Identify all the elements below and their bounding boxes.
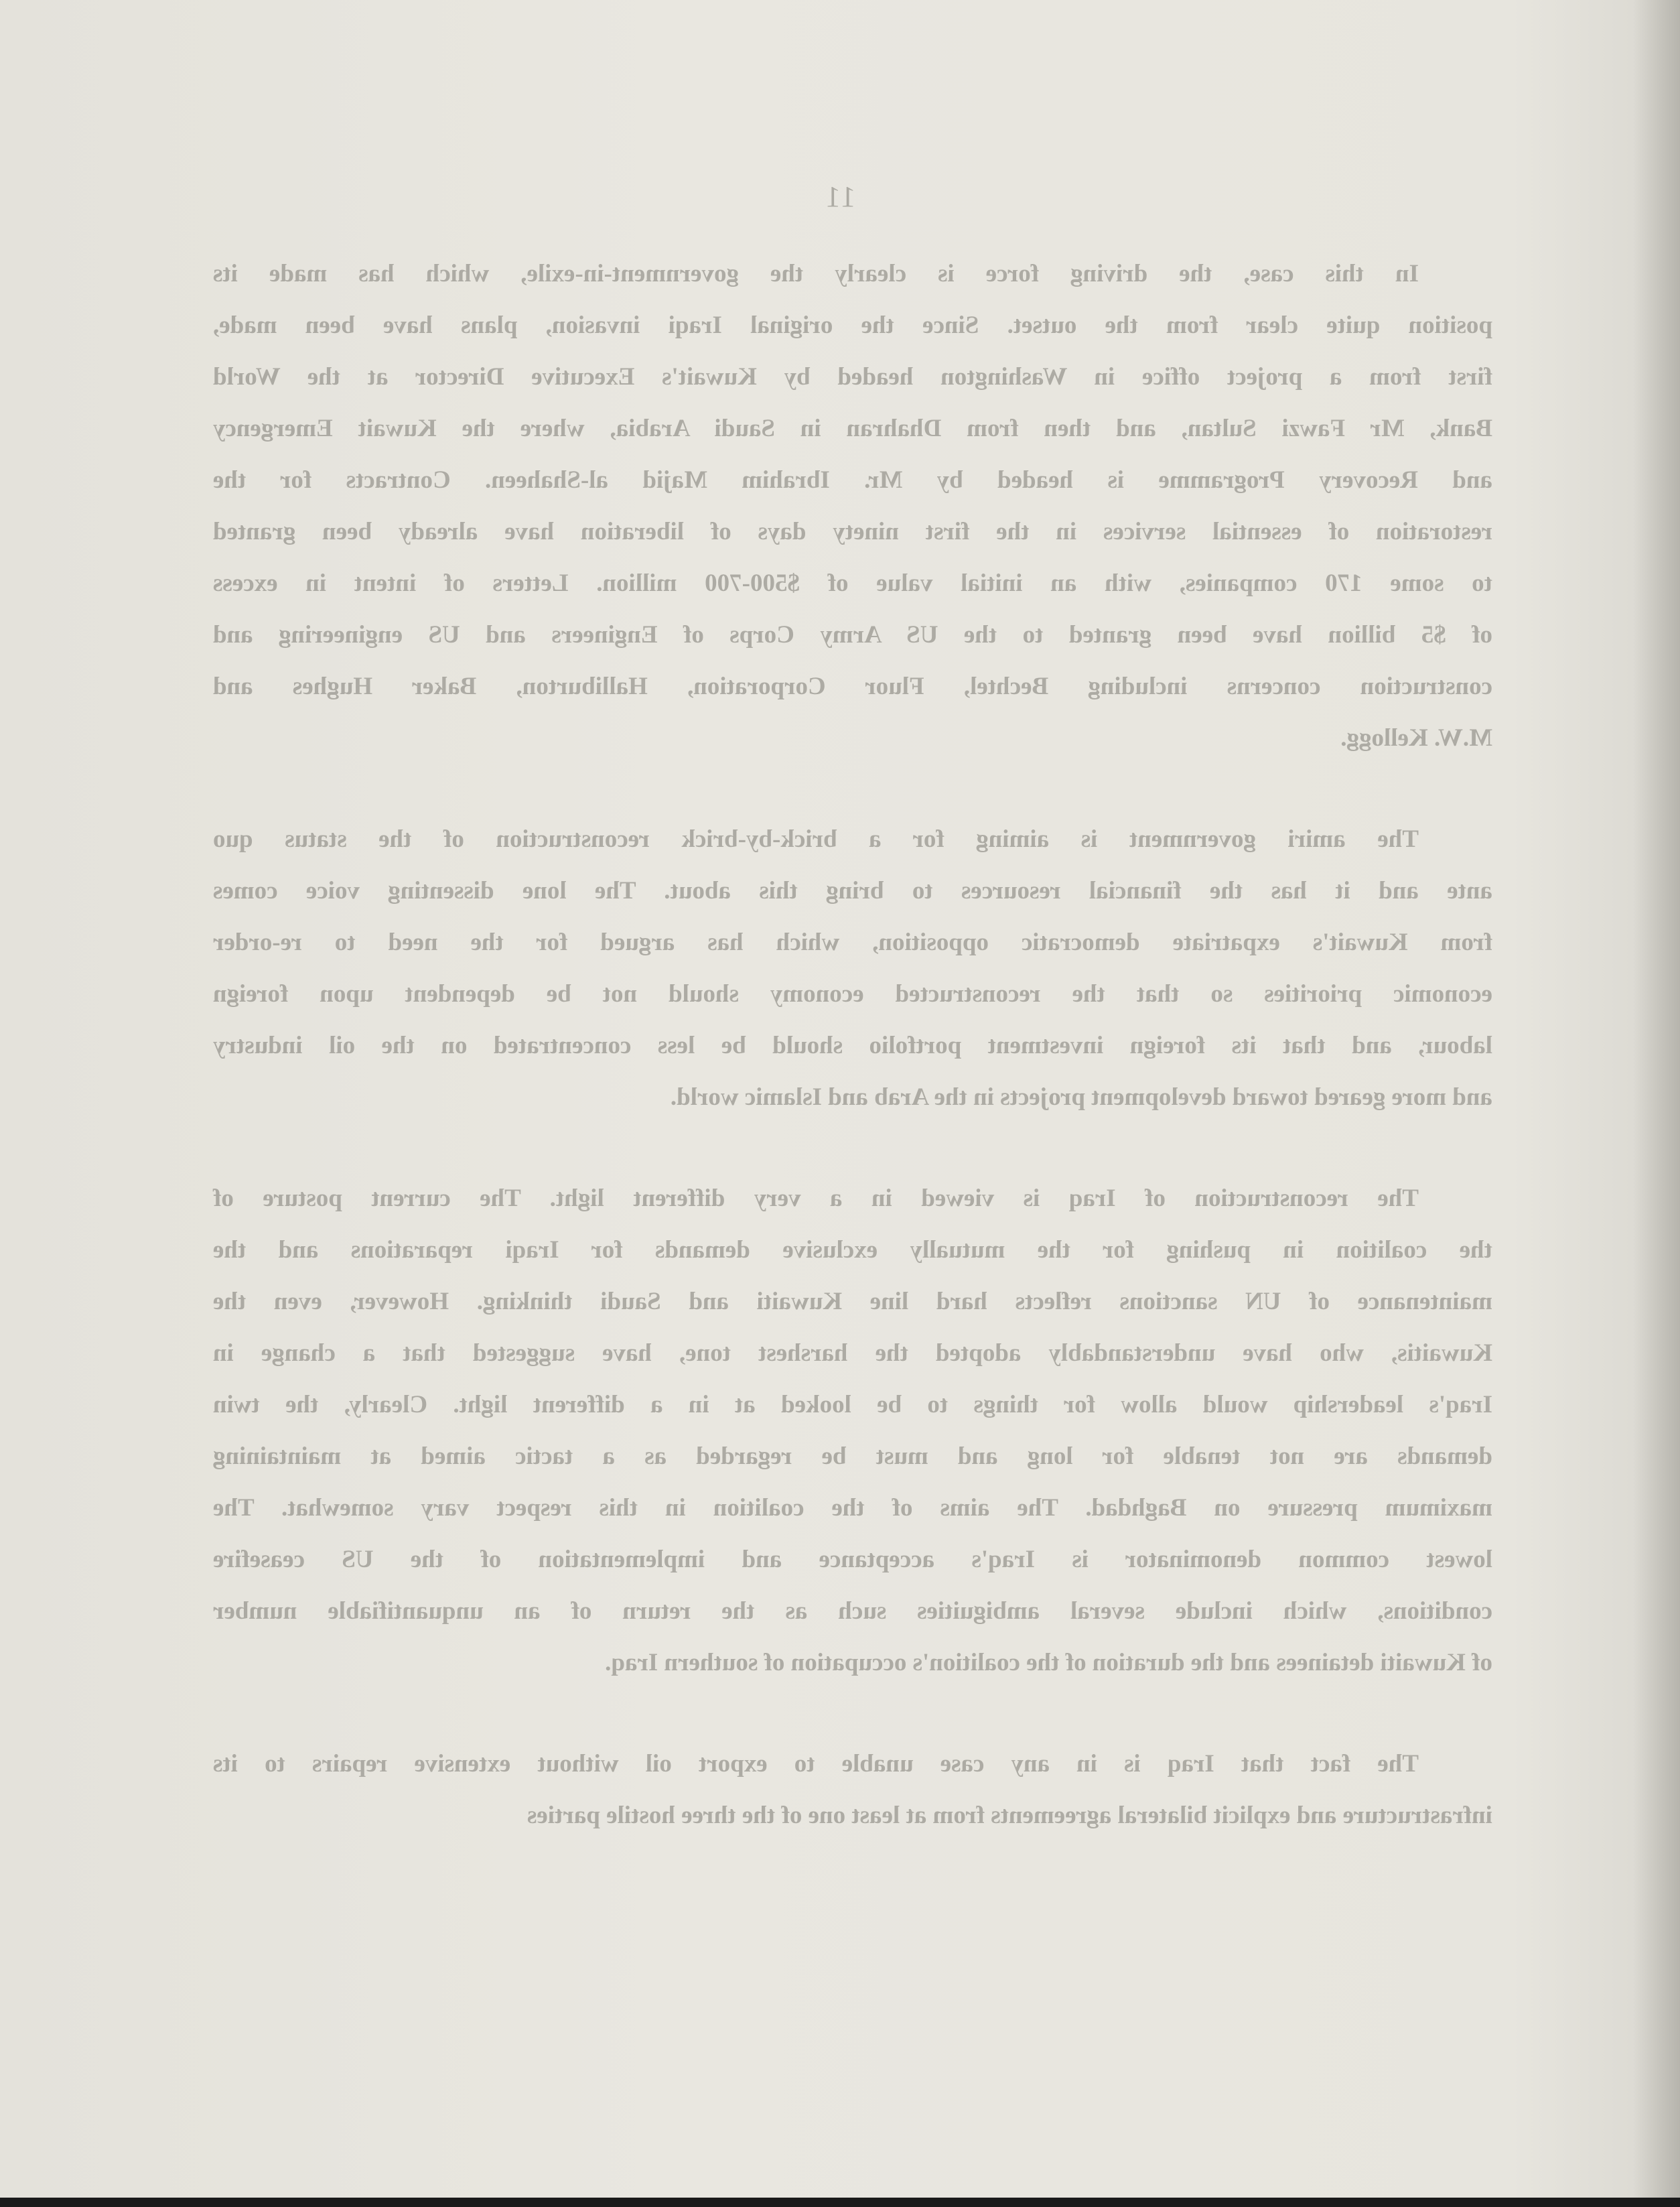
text-line: and more geared toward development projects in the Arab and Islamic world. [670, 1083, 1492, 1111]
paragraph [213, 1738, 1492, 1841]
text-line: The amiri government is aiming for a brick-by-brick reconstruction of the status quo [213, 825, 1419, 853]
text-line: construction concerns including Bechtel, Fluor Corporation, Halliburton, Baker Hughes and [213, 673, 1492, 700]
text-line: position quite clear from the outset. Since the original Iraqi invasion, plans have been made, [213, 312, 1492, 339]
scan-bottom-border [0, 2198, 1680, 2207]
text-line: maintenance of UN sanctions reflects hard line Kuwaiti and Saudi thinking. However, even the [213, 1288, 1492, 1315]
text-line: Bank, Mr Fawzi Sultan, and then from Dhahran in Saudi Arabia, where the Kuwait Emergency [213, 415, 1492, 442]
text-line: of Kuwaiti detainees and the duration of the coalition's occupation of southern Iraq. [605, 1649, 1492, 1676]
text-line: Kuwaitis, who have understandably adopted the harshest tone, have suggested that a change in [213, 1339, 1492, 1367]
text-line: and Recovery Programme is headed by Mr. Ibrahim Majid al-Shaheen. Contracts for the [213, 466, 1492, 494]
text-line: infrastructure and explicit bilateral agreements from at least one of the three hostile parties [527, 1802, 1492, 1829]
text-line: the coalition in pushing for the mutually exclusive demands for Iraqi reparations and the [213, 1236, 1492, 1264]
paragraph [213, 248, 1492, 764]
text-line: from Kuwait's expatriate democratic opposition, which has argued for the need to re-order [213, 929, 1492, 956]
text-line: lowest common denominator is Iraq's acceptance and implementation of the US ceasefire [213, 1546, 1492, 1573]
text-line: labour, and that its foreign investment portfolio should be less concentrated on the oil industry [213, 1032, 1492, 1059]
text-line: In this case, the driving force is clearly the government-in-exile, which has made its [213, 260, 1419, 287]
text-line: The reconstruction of Iraq is viewed in a very different light. The current posture of [213, 1185, 1419, 1212]
page-number: 11 [824, 180, 856, 213]
text-line: maximum pressure on Baghdad. The aims of the coalition in this respect vary somewhat. The [213, 1494, 1492, 1522]
paragraph [213, 1173, 1492, 1688]
text-line: to some 170 companies, with an initial value of $500-700 million. Letters of intent in excess [213, 570, 1492, 597]
text-line: The fact that Iraq is in any case unable to export oil without extensive repairs to its [213, 1750, 1419, 1778]
text-line: Iraq's leadership would allow for things to be looked at in a different light. Clearly, the twin [213, 1391, 1492, 1418]
text-line: M.W. Kellogg. [1340, 724, 1492, 752]
text-line: demands are not tenable for long and must be regarded as a tactic aimed at maintaining [213, 1443, 1492, 1470]
text-line: ante and it has the financial resources to bring this about. The lone dissenting voice comes [213, 877, 1492, 905]
text-line: first from a project office in Washington headed by Kuwait's Executive Director at the World [213, 363, 1492, 391]
text-line: restoration of essential services in the first ninety days of liberation have already been granted [213, 518, 1492, 545]
body-text [213, 248, 1492, 1891]
paragraph [213, 813, 1492, 1123]
page-edge-shadow [1633, 0, 1680, 2207]
text-line: of $5 billion have been granted to the US Army Corps of Engineers and US engineering and [213, 621, 1492, 649]
text-line: conditions, which include several ambiguities such as the return of an unquantifiable number [213, 1597, 1492, 1625]
text-line: economic priorities so that the reconstructed economy should not be dependent upon foreign [213, 980, 1492, 1008]
